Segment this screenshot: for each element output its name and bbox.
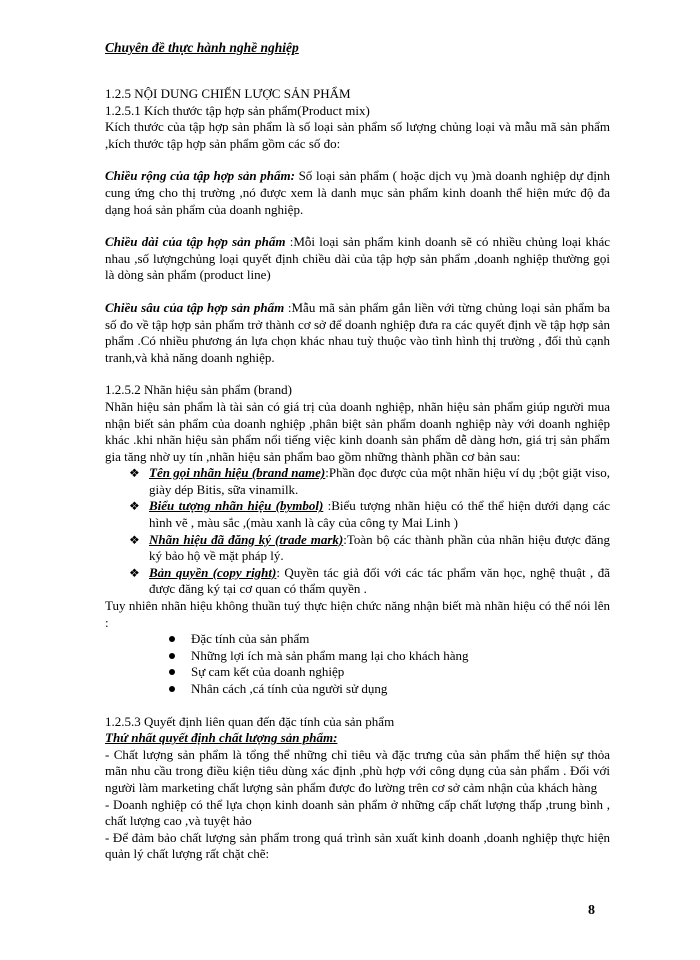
diamond-bullet-icon: ❖: [129, 466, 140, 481]
list-item-term: Bản quyền (copy right): [149, 564, 277, 580]
paragraph-length: [105, 234, 610, 284]
bullet-dot-icon: [169, 653, 175, 659]
subsection-title-2: 1.2.5.2 Nhãn hiệu sản phẩm (brand): [105, 382, 293, 398]
paragraph-width: [105, 168, 610, 218]
term-length: Chiều dài của tập hợp sản phẩm: [105, 234, 286, 250]
list-item: Đặc tính của sản phẩm: [169, 631, 610, 648]
text-length: :Mỗi loại sản phẩm kinh doanh sẽ có nhiều chủng loại khác nhau ,số lượngchủng loại quyết định chiều dài của tập hợp sản phẩm ,doanh nghiệp thường gọi là dòng sản phẩm (product line): [105, 234, 610, 283]
bullet-dot-icon: [169, 669, 175, 675]
paragraph-after-list: Tuy nhiên nhãn hiệu không thuần tuý thực hiện chức năng nhận biết mà nhãn hiệu có thể nói lên :: [105, 598, 610, 630]
list-item-text: :Toàn bộ các thành phần của nhãn hiệu được đăng ký bảo hộ về mặt pháp lý.: [149, 531, 610, 564]
bullet-dot-icon: [169, 636, 175, 642]
list-item: Nhân cách ,cá tính của người sử dụng: [169, 681, 610, 698]
paragraph-intro-2: Nhãn hiệu sản phẩm là tài sản có giá trị của doanh nghiệp, nhãn hiệu sản phẩm giúp người mua nhận biết sản phẩm của doanh nghiệp ,phân biệt sản phẩm doanh nghiệp này với doanh nghiệp khác .khi nhãn hiệu sản phẩm nổi tiếng việc kinh doanh sản phẩm dễ dàng hơn, giá trị sản phẩm gia tăng nhờ uy tín ,nhãn hiệu sản phẩm bao gồm những thành phần cơ bản sau:: [105, 398, 610, 464]
brand-meanings-list: [105, 631, 610, 697]
list-item: [129, 498, 610, 531]
diamond-bullet-icon: ❖: [129, 532, 140, 547]
list-item-text: :Phần đọc được của một nhãn hiệu ví dụ ;bột giặt viso, giày dép Bitis, sữa vinamilk.: [149, 465, 610, 497]
quality-line-1: - Chất lượng sản phẩm là tổng thể những chỉ tiêu và đặc trưng của sản phẩm thể hiện sự thỏa mãn nhu cầu trong điều kiện tiêu dùng xác định ,phù hợp với công dụng của sản phẩm . Đối với người làm marketing chất lượng sản phẩm được đo lường trên cơ sở cảm nhận của khách hàng: [105, 746, 610, 795]
text-width: Số loại sản phẩm ( hoặc dịch vụ )mà doanh nghiệp dự định cung ứng cho thị trường ,nó được xem là danh mục sản phẩm kinh doanh thể hiện mức độ đa dạng hoá sản phẩm của doanh nghiệp.: [105, 168, 610, 217]
quality-line-2: - Doanh nghiệp có thể lựa chọn kinh doanh sản phẩm ở những cấp chất lượng thấp ,trung bình , chất lượng cao ,và tuyệt hảo: [105, 796, 610, 829]
list-item: Sự cam kết của doanh nghiệp: [169, 664, 610, 681]
subsection-title-1: 1.2.5.1 Kích thước tập hợp sản phẩm(Product mix): [105, 102, 370, 118]
diamond-bullet-icon: ❖: [129, 499, 140, 514]
brand-components-list: [105, 465, 610, 598]
subsection-title-3: 1.2.5.3 Quyết định liên quan đến đặc tính của sản phẩm: [105, 713, 395, 729]
document-page: [105, 40, 610, 863]
term-width: Chiều rộng của tập hợp sản phẩm:: [105, 168, 295, 184]
quality-line-3: - Để đảm bảo chất lượng sản phẩm trong quá trình sản xuất kinh doanh ,doanh nghiệp thực hiện quản lý chất lượng rất chặt chẽ:: [105, 829, 610, 862]
section-title: 1.2.5 NỘI DUNG CHIẾN LƯỢC SẢN PHẨM: [105, 86, 351, 101]
list-item-term: Nhãn hiệu đã đăng ký (trade mark): [149, 531, 344, 547]
list-item-term: Tên gọi nhãn hiệu (brand name): [149, 465, 326, 481]
paragraph-intro-1: Kích thước của tập hợp sản phẩm là số loại sản phẩm số lượng chủng loại và mẫu mã sản phẩm ,kích thước tập hợp sản phẩm gồm các số đo:: [105, 119, 610, 151]
running-header: Chuyên đề thực hành nghề nghiệp: [105, 40, 299, 55]
bullet-dot-icon: [169, 686, 175, 692]
list-item-text: : Quyền tác giả đối với các tác phẩm văn học, nghệ thuật , đã được đăng ký tại cơ quan có thẩm quyền .: [149, 564, 610, 597]
list-item: Những lợi ích mà sản phẩm mang lại cho khách hàng: [169, 648, 610, 665]
page-number: 8: [588, 903, 595, 918]
list-item: [129, 465, 610, 498]
list-item: [129, 565, 610, 598]
term-depth: Chiều sâu của tập hợp sản phẩm: [105, 299, 285, 315]
list-item-text: :Biểu tượng nhãn hiệu có thể thể hiện dưới dạng các hình vẽ , màu sắc ,(màu xanh là cây của công ty Mai Linh ): [149, 498, 610, 531]
subsection-subtitle-3: Thứ nhất quyết định chất lượng sản phẩm:: [105, 730, 338, 746]
list-item: [129, 532, 610, 565]
text-depth: :Mẫu mã sản phẩm gắn liền với từng chủng loại sản phẩm ba số đo về tập hợp sản phẩm trở thành cơ sở để doanh nghiệp đưa ra các quyết định về tập hợp sản phẩm .Có nhiều phương án lựa chọn khác nhau tuỳ thuộc vào tình hình thị trường , đối thủ cạnh tranh,và khả năng doanh nghiệp.: [105, 299, 610, 365]
diamond-bullet-icon: ❖: [129, 565, 140, 580]
list-item-term: Biểu tượng nhãn hiệu (bymbol): [149, 498, 324, 514]
paragraph-depth: [105, 300, 610, 366]
